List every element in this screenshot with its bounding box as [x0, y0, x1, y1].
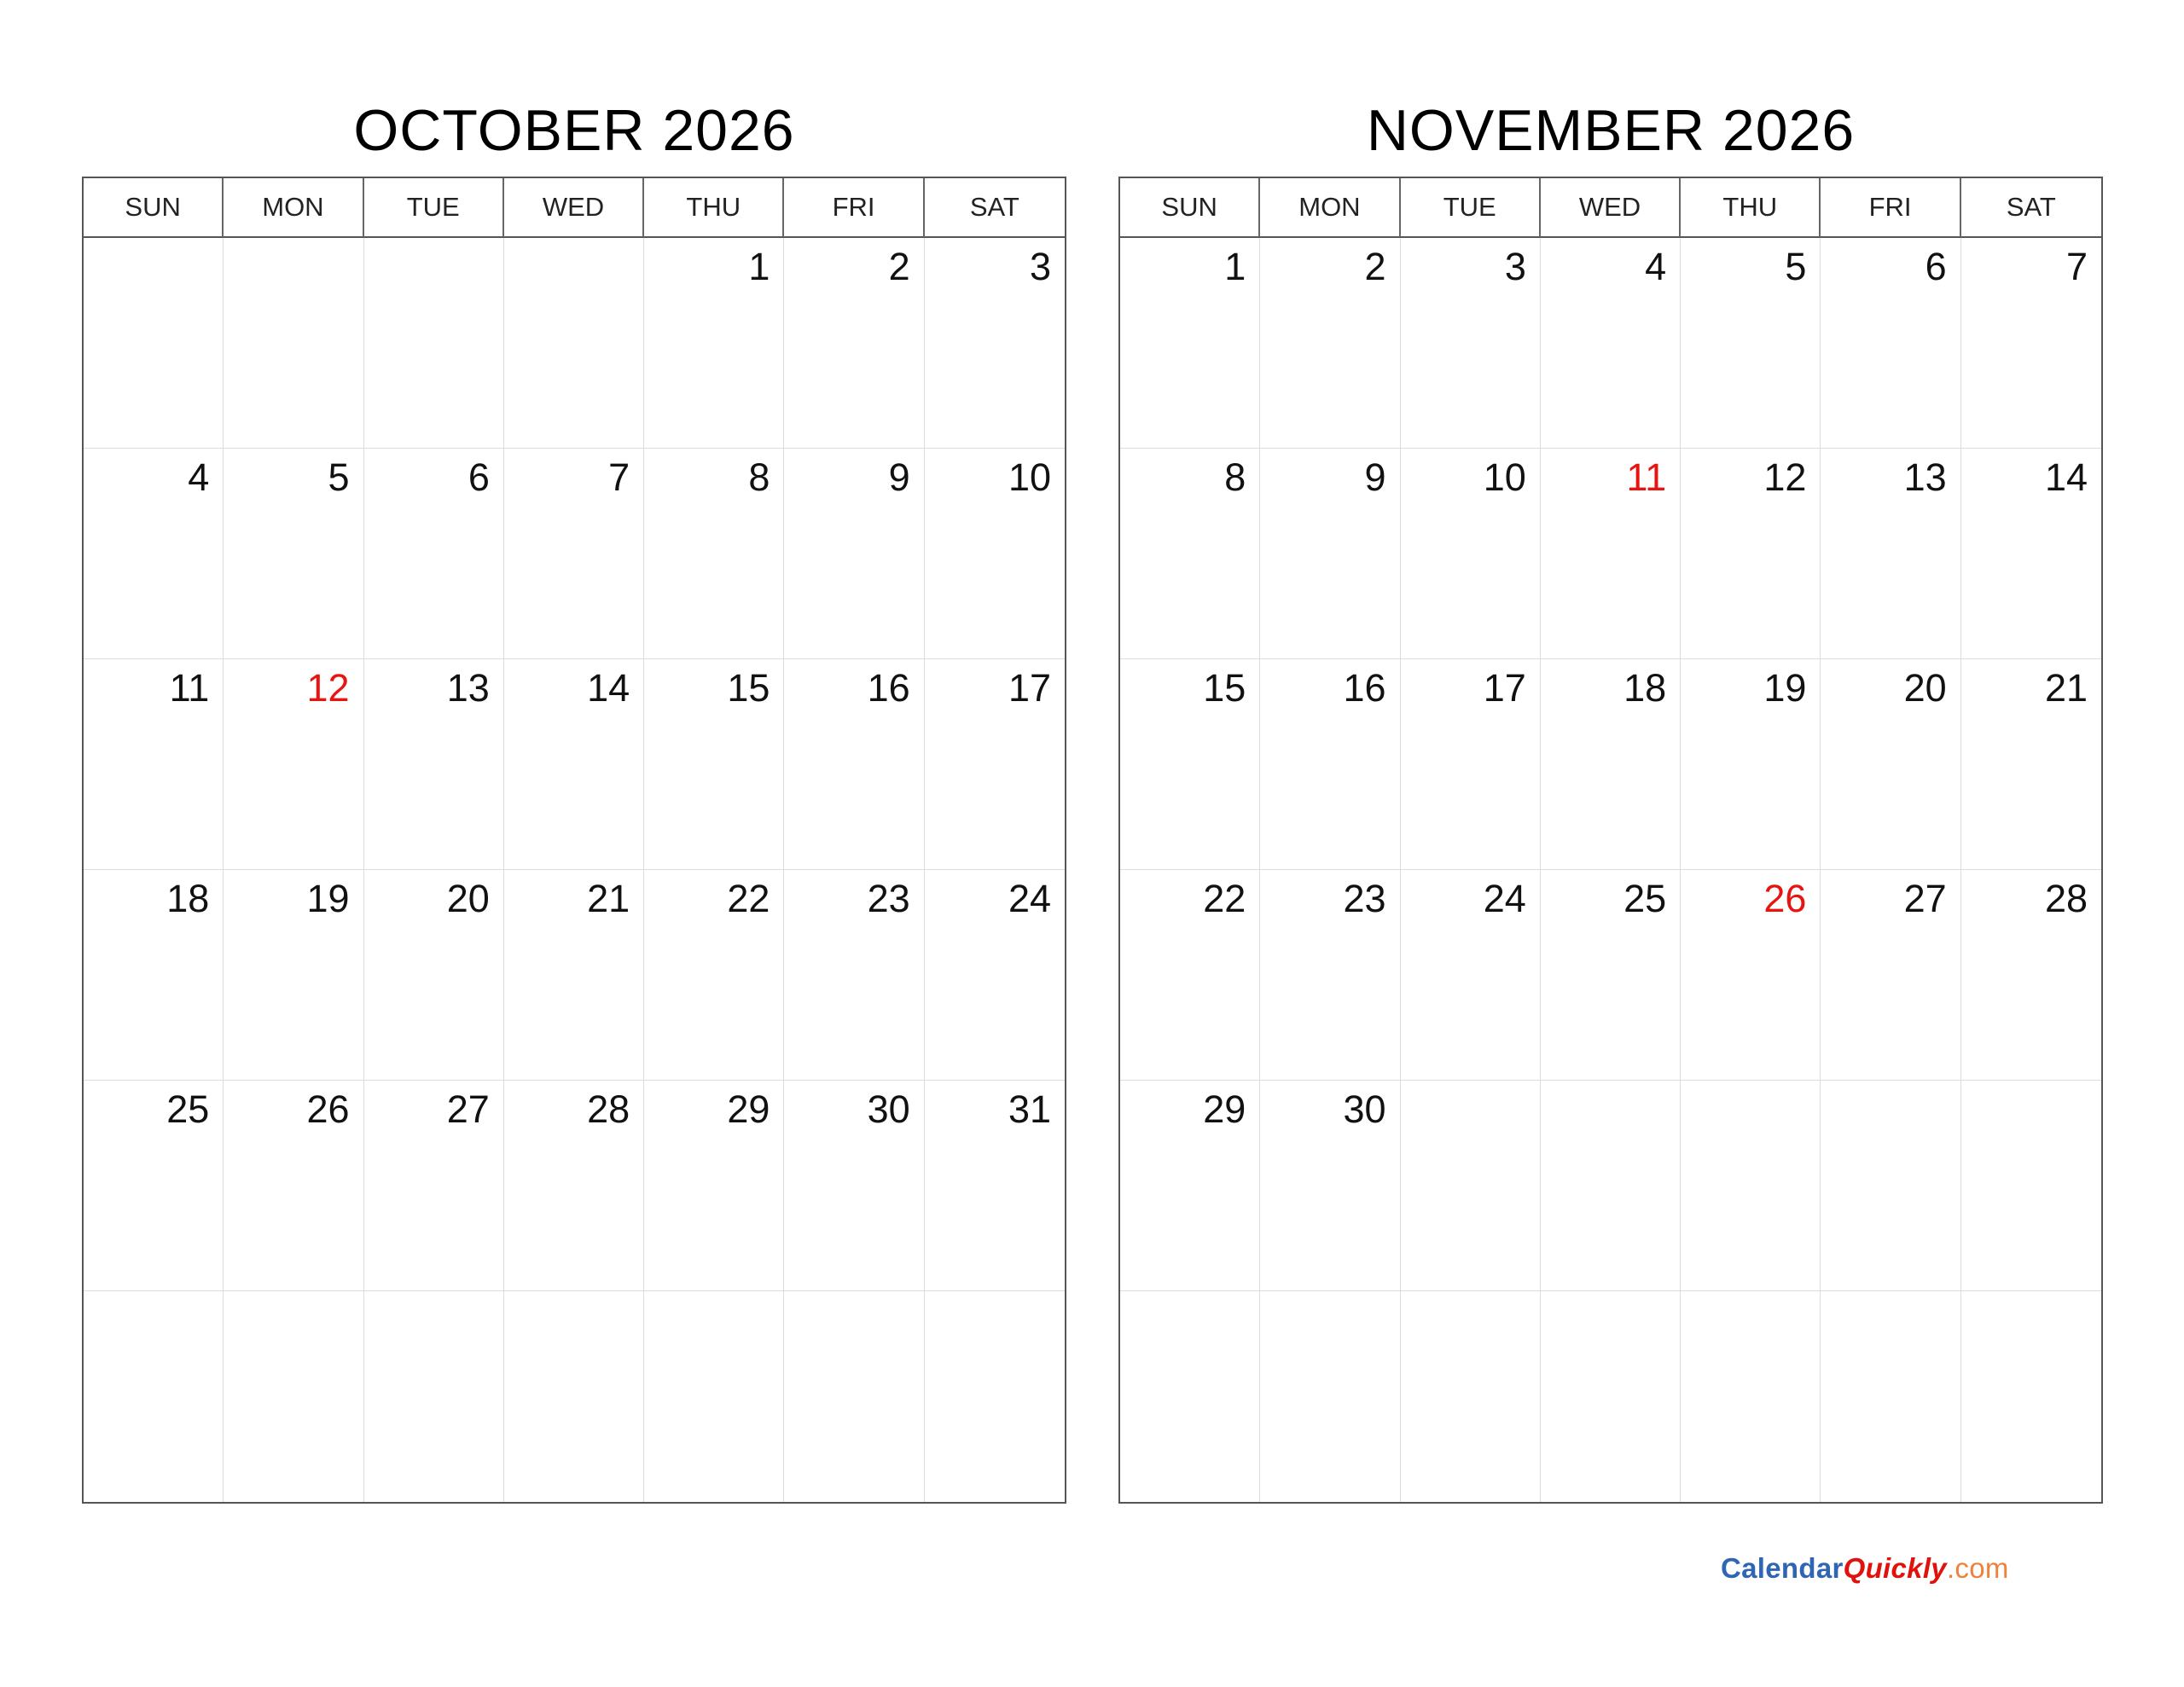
day-cell: 22 — [1120, 870, 1260, 1081]
day-cell: 13 — [364, 659, 504, 870]
day-cell: 27 — [1821, 870, 1960, 1081]
empty-day-cell — [1821, 1081, 1960, 1291]
empty-day-cell — [925, 1291, 1065, 1502]
empty-day-cell — [784, 1291, 924, 1502]
empty-day-cell — [1681, 1081, 1821, 1291]
empty-day-cell — [1260, 1291, 1400, 1502]
day-cell: 4 — [84, 449, 224, 659]
empty-day-cell — [1681, 1291, 1821, 1502]
day-cell: 5 — [224, 449, 363, 659]
day-cell: 3 — [925, 238, 1065, 449]
empty-day-cell — [1401, 1291, 1541, 1502]
day-cell: 6 — [1821, 238, 1960, 449]
day-cell: 8 — [1120, 449, 1260, 659]
weekday-header: SUN — [84, 178, 224, 238]
weekday-header: MON — [224, 178, 363, 238]
day-cell: 9 — [1260, 449, 1400, 659]
weekday-header: TUE — [1401, 178, 1541, 238]
weekday-header: FRI — [784, 178, 924, 238]
day-cell: 1 — [644, 238, 784, 449]
empty-day-cell — [1821, 1291, 1960, 1502]
day-cell: 12 — [1681, 449, 1821, 659]
day-cell: 19 — [224, 870, 363, 1081]
empty-day-cell — [504, 1291, 644, 1502]
day-cell: 27 — [364, 1081, 504, 1291]
empty-day-cell — [1961, 1081, 2101, 1291]
weekday-header: SAT — [925, 178, 1065, 238]
day-cell: 11 — [84, 659, 224, 870]
day-cell: 17 — [1401, 659, 1541, 870]
weekday-header: SUN — [1120, 178, 1260, 238]
day-cell: 28 — [1961, 870, 2101, 1081]
day-cell: 7 — [1961, 238, 2101, 449]
day-cell: 5 — [1681, 238, 1821, 449]
day-cell: 10 — [925, 449, 1065, 659]
day-cell: 1 — [1120, 238, 1260, 449]
day-cell: 19 — [1681, 659, 1821, 870]
day-cell: 12 — [224, 659, 363, 870]
weekday-header: THU — [1681, 178, 1821, 238]
day-cell: 25 — [1541, 870, 1681, 1081]
weekday-header: MON — [1260, 178, 1400, 238]
day-cell: 14 — [504, 659, 644, 870]
day-cell: 23 — [784, 870, 924, 1081]
empty-day-cell — [1541, 1081, 1681, 1291]
day-cell: 30 — [1260, 1081, 1400, 1291]
day-cell: 10 — [1401, 449, 1541, 659]
weekday-header: WED — [1541, 178, 1681, 238]
day-cell: 29 — [644, 1081, 784, 1291]
empty-day-cell — [644, 1291, 784, 1502]
day-cell: 2 — [1260, 238, 1400, 449]
day-cell: 13 — [1821, 449, 1960, 659]
empty-day-cell — [504, 238, 644, 449]
brand-part-quickly: Quickly — [1843, 1552, 1947, 1584]
day-cell: 18 — [84, 870, 224, 1081]
day-cell: 23 — [1260, 870, 1400, 1081]
weekday-header: THU — [644, 178, 784, 238]
day-cell: 18 — [1541, 659, 1681, 870]
day-cell: 24 — [1401, 870, 1541, 1081]
day-cell: 9 — [784, 449, 924, 659]
weekday-header: WED — [504, 178, 644, 238]
day-cell: 3 — [1401, 238, 1541, 449]
day-cell: 8 — [644, 449, 784, 659]
day-cell: 16 — [784, 659, 924, 870]
brand-part-calendar: Calendar — [1721, 1552, 1844, 1584]
empty-day-cell — [364, 238, 504, 449]
weekday-header: FRI — [1821, 178, 1960, 238]
empty-day-cell — [1401, 1081, 1541, 1291]
day-cell: 15 — [644, 659, 784, 870]
month-title: OCTOBER 2026 — [353, 98, 795, 163]
day-cell: 14 — [1961, 449, 2101, 659]
day-cell: 6 — [364, 449, 504, 659]
day-cell: 20 — [364, 870, 504, 1081]
day-cell: 2 — [784, 238, 924, 449]
empty-day-cell — [1961, 1291, 2101, 1502]
day-cell: 15 — [1120, 659, 1260, 870]
empty-day-cell — [224, 238, 363, 449]
day-cell: 21 — [504, 870, 644, 1081]
day-cell: 28 — [504, 1081, 644, 1291]
brand-logo — [1721, 1552, 2009, 1585]
day-cell: 16 — [1260, 659, 1400, 870]
day-cell: 29 — [1120, 1081, 1260, 1291]
day-cell: 21 — [1961, 659, 2101, 870]
day-cell: 31 — [925, 1081, 1065, 1291]
empty-day-cell — [84, 1291, 224, 1502]
empty-day-cell — [224, 1291, 363, 1502]
day-cell: 24 — [925, 870, 1065, 1081]
day-cell: 4 — [1541, 238, 1681, 449]
day-cell: 17 — [925, 659, 1065, 870]
weekday-header: TUE — [364, 178, 504, 238]
empty-day-cell — [1120, 1291, 1260, 1502]
day-cell: 11 — [1541, 449, 1681, 659]
brand-part-com: .com — [1946, 1552, 2009, 1584]
empty-day-cell — [84, 238, 224, 449]
day-cell: 25 — [84, 1081, 224, 1291]
empty-day-cell — [364, 1291, 504, 1502]
calendar-grid — [82, 177, 1066, 1504]
calendar-grid — [1118, 177, 2103, 1504]
day-cell: 7 — [504, 449, 644, 659]
day-cell: 30 — [784, 1081, 924, 1291]
day-cell: 26 — [224, 1081, 363, 1291]
weekday-header: SAT — [1961, 178, 2101, 238]
day-cell: 20 — [1821, 659, 1960, 870]
month-title: NOVEMBER 2026 — [1366, 98, 1856, 163]
day-cell: 26 — [1681, 870, 1821, 1081]
empty-day-cell — [1541, 1291, 1681, 1502]
day-cell: 22 — [644, 870, 784, 1081]
